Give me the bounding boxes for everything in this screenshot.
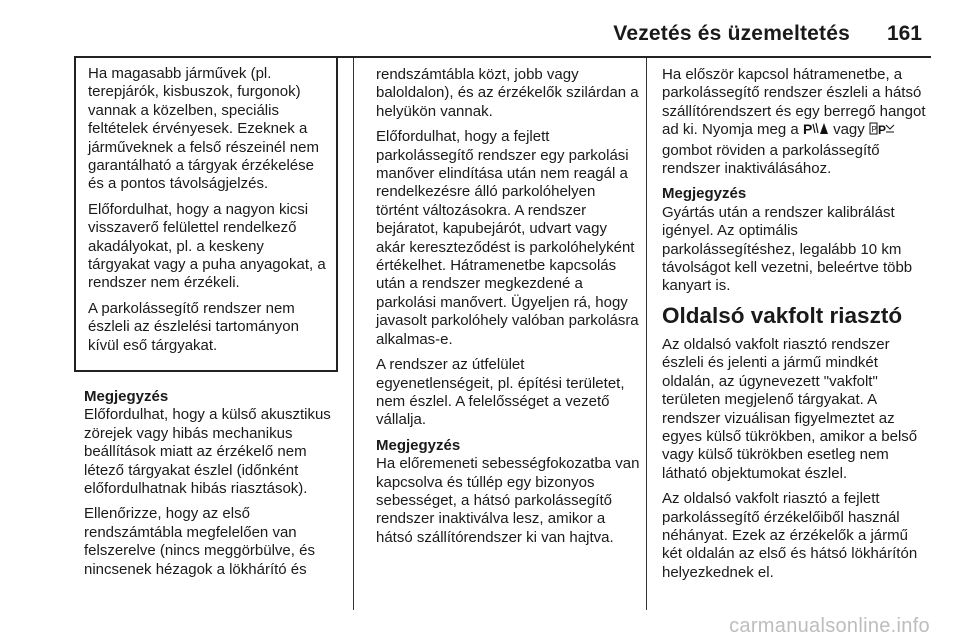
note-paragraph: Ellenőrizze, hogy az első rendszámtábla megfelelően van felszerelve (nincs meggörbülve, és nincsenek hézagok a lökhárító és — [84, 505, 315, 578]
box-paragraph: Előfordulhat, hogy a nagyon kicsi visszaverő felülettel rendelkező akadályokat, pl. a keskeny tárgyakat vagy a puha anyagokat, a rendszer nem érzékeli. — [88, 200, 326, 292]
note-paragraph: Gyártás után a rendszer kalibrálást igényel. Az optimális parkolássegítéshez, legalább 10 km távolságot kell vezetni, beleértve több kanyart is. — [662, 203, 913, 295]
page-number: 161 — [886, 22, 922, 45]
parking-assist-button-icon — [803, 121, 829, 141]
note-paragraph: Előfordulhat, hogy a külső akusztikus zörejek vagy hibás mechanikus beállítások miatt az érzékelő nem létező tárgyakat észlel (időnként előfordulhatnak hibás riasztások). — [84, 406, 331, 498]
running-header-title: Vezetés és üzemeltetés — [613, 22, 850, 45]
column-2 — [376, 66, 640, 554]
watermark: carmanualsonline.info — [729, 615, 930, 637]
column-1-notes — [84, 388, 342, 586]
body-paragraph: Az oldalsó vakfolt riasztó a fejlett parkolássegítő érzékelőiből használ néhányat. Ezek az érzékelők a jármű két oldalán az első és hátsó lökhárítón helyezkednek el. — [662, 490, 918, 581]
column-divider-right — [646, 58, 647, 610]
column-3 — [662, 66, 930, 589]
body-paragraph — [662, 66, 930, 178]
body-paragraph: Az oldalsó vakfolt riasztó rendszer észleli és jelenti a jármű mindkét oldalán, az úgynevezett "vakfolt" területen megjelenő tárgyakat. A rendszer vizuálisan figyelmeztet az egyes külső tükrökben, amikor a belső vagy külső tükrökben esetleg nem látható objektumokat észlel. — [662, 335, 918, 482]
body-text: Ha először kapcsol hátramenetbe, a parkolássegítő rendszer észleli a hátsó szállítórendszert és egy berregő hangot ad ki. Nyomja meg a — [662, 66, 926, 139]
parking-sensor-off-button-icon — [869, 121, 895, 141]
body-paragraph: Előfordulhat, hogy a fejlett parkolássegítő rendszer egy parkolási manőver elindítása után nem reagál a rendelkezésre álló parkolóhelyen történt változásokra. A rendszer bejáratot, kapubejárót, udvart vagy akár kereszteződést is parkolóhelyként értékelhet. Hátramenetbe kapcsolás után a rendszer megkezdené a parkolási manővert. Ügyeljen rá, hogy javasolt parkolóhely valóban parkolásra alkalmas-e. — [376, 128, 639, 348]
body-text: vagy — [833, 121, 865, 139]
note-heading: Megjegyzés — [84, 388, 169, 405]
note-heading: Megjegyzés — [376, 436, 461, 454]
svg-text:P: P — [802, 121, 813, 137]
note-heading: Megjegyzés — [662, 185, 747, 203]
body-paragraph: rendszámtábla közt, jobb vagy baloldalon), és az érzékelők szilárdan a helyükön vannak. — [376, 66, 639, 120]
svg-text:P: P — [877, 123, 886, 137]
caution-box — [74, 58, 338, 372]
section-heading: Oldalsó vakfolt riasztó — [662, 302, 903, 328]
body-text: gombot röviden a parkolássegítő rendszer inaktiválásához. — [662, 141, 880, 178]
note-paragraph: Ha előremeneti sebességfokozatba van kapcsolva és túllép egy bizonyos sebességet, a hátsó parkolássegítő rendszer inaktiválva lesz, amikor a hátsó szállítórendszer ki van hajtva. — [376, 455, 640, 546]
svg-text:P: P — [871, 125, 877, 135]
box-paragraph: A parkolássegítő rendszer nem észleli az észlelési tartományon kívül eső tárgyakat. — [88, 299, 299, 354]
column-divider-left — [353, 58, 354, 610]
box-paragraph: Ha magasabb járművek (pl. terepjárók, kisbuszok, furgonok) vannak a közelben, speciális feltételek érvényesek. Ezeknek a járműveknek a felső részeinél nem garantálható a tárgyak érzékelése és a pontos távolságjelzés. — [88, 65, 319, 193]
body-paragraph: A rendszer az útfelület egyenetlenségeit, pl. építési területet, nem észlel. A felelősséget a vezető vállalja. — [376, 356, 625, 429]
